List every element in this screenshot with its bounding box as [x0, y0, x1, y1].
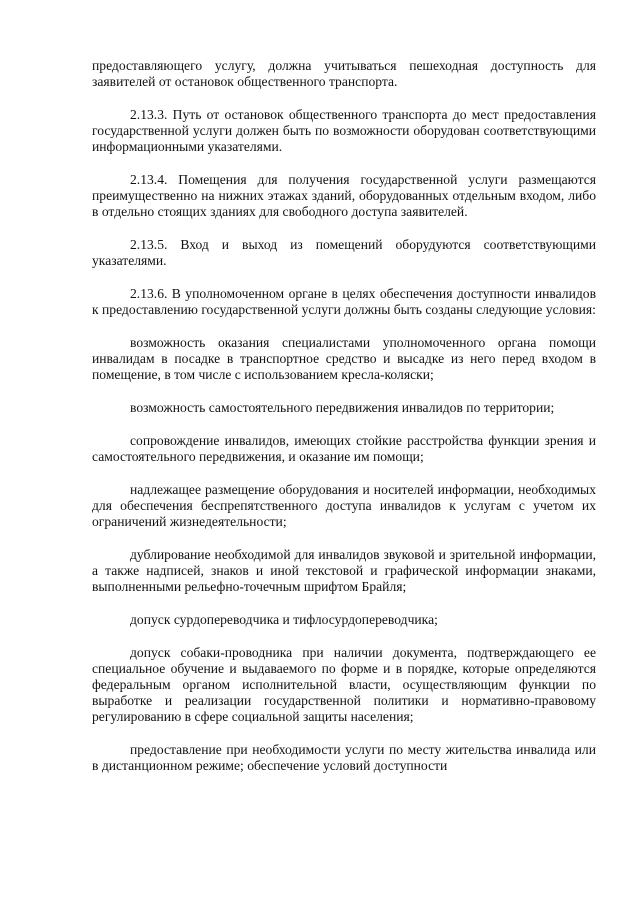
paragraph-2-13-3: 2.13.3. Путь от остановок общественного транспорта до мест предоставления государственной услуги должен быть по возможности оборудован соответствующими информационными указателями.: [92, 107, 596, 154]
paragraph-2-13-5: 2.13.5. Вход и выход из помещений оборудуются соответствующими указателями.: [92, 237, 596, 268]
paragraph-continuation: предоставляющего услугу, должна учитываться пешеходная доступность для заявителей от остановок общественного транспорта.: [92, 58, 596, 89]
condition-item: сопровождение инвалидов, имеющих стойкие расстройства функции зрения и самостоятельного передвижения, и оказание им помощи;: [92, 433, 596, 464]
condition-item: допуск сурдопереводчика и тифлосурдопереводчика;: [130, 612, 438, 627]
condition-item: предоставление при необходимости услуги по месту жительства инвалида или в дистанционном режиме; обеспечение условий доступности: [92, 742, 596, 773]
condition-item: допуск собаки-проводника при наличии документа, подтверждающего ее специальное обучение и выдаваемого по форме и в порядке, которые определяются федеральным органом исполнительной власти, осуществляющим функции по выработке и реализации государственной политики и нормативно-правовому регулированию в сфере социальной защиты населения;: [92, 645, 596, 724]
paragraph-2-13-6: 2.13.6. В уполномоченном органе в целях обеспечения доступности инвалидов к предоставлению государственной услуги должны быть созданы следующие условия:: [92, 286, 596, 317]
condition-item: дублирование необходимой для инвалидов звуковой и зрительной информации, а также надписей, знаков и иной текстовой и графической информации знаками, выполненными рельефно-точечным шрифтом Брайля;: [92, 547, 596, 594]
document-page: [92, 58, 596, 791]
paragraph-2-13-4: 2.13.4. Помещения для получения государственной услуги размещаются преимущественно на нижних этажах зданий, оборудованных отдельным входом, либо в отдельно стоящих зданиях для свободного доступа заявителей.: [92, 172, 596, 219]
condition-item: надлежащее размещение оборудования и носителей информации, необходимых для обеспечения беспрепятственного доступа инвалидов к услугам с учетом их ограничений жизнедеятельности;: [92, 482, 596, 529]
condition-item: возможность самостоятельного передвижения инвалидов по территории;: [130, 400, 555, 415]
condition-item: возможность оказания специалистами уполномоченного органа помощи инвалидам в посадке в транспортное средство и высадке из него перед входом в помещение, в том числе с использованием кресла-коляски;: [92, 335, 596, 382]
